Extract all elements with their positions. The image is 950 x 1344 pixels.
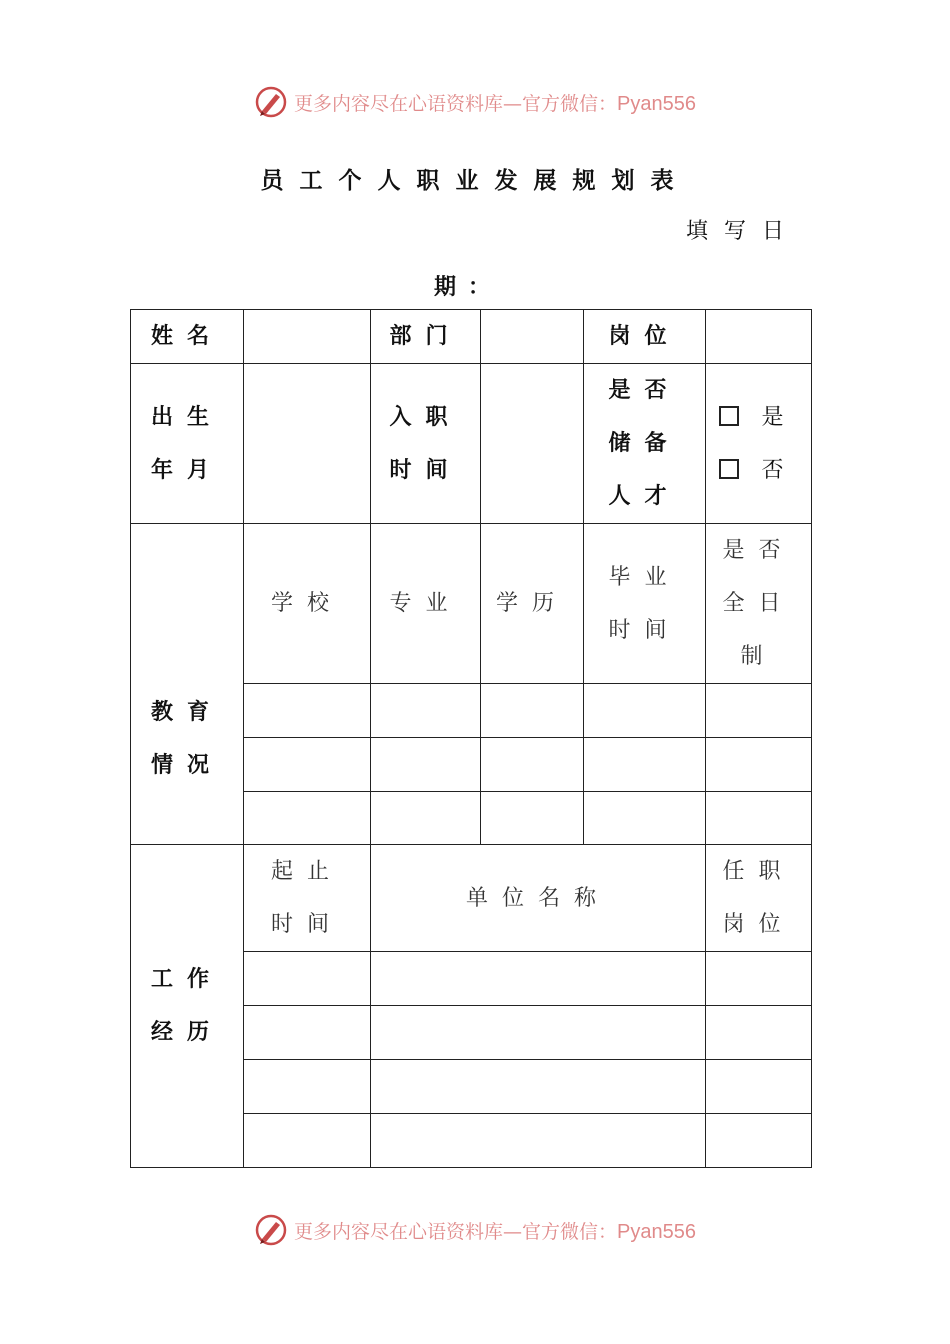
edu-cell[interactable] — [584, 792, 706, 845]
reserve-talent-label: 是否 储备 人才 — [584, 364, 706, 524]
edu-cell[interactable] — [244, 684, 371, 738]
reserve-yes-option[interactable]: 是 — [706, 391, 811, 444]
checkbox-yes[interactable] — [719, 406, 739, 426]
pen-logo-icon — [254, 1213, 288, 1247]
name-label: 姓名 — [131, 310, 244, 364]
work-cell[interactable] — [244, 1114, 371, 1168]
edu-cell[interactable] — [706, 792, 812, 845]
edu-cell[interactable] — [481, 792, 584, 845]
reserve-talent-options — [706, 364, 812, 524]
edu-cell[interactable] — [371, 792, 481, 845]
edu-cell[interactable] — [584, 684, 706, 738]
edu-degree-header: 学历 — [481, 524, 584, 684]
edu-grad-time-header: 毕业 时间 — [584, 524, 706, 684]
work-cell[interactable] — [371, 952, 706, 1006]
work-cell[interactable] — [244, 1006, 371, 1060]
work-cell[interactable] — [371, 1114, 706, 1168]
work-cell[interactable] — [244, 952, 371, 1006]
work-cell[interactable] — [371, 1006, 706, 1060]
department-label: 部门 — [371, 310, 481, 364]
work-cell[interactable] — [706, 1114, 812, 1168]
department-field[interactable] — [481, 310, 584, 364]
work-cell[interactable] — [706, 952, 812, 1006]
edu-fulltime-header: 是否 全日 制 — [706, 524, 812, 684]
edu-cell[interactable] — [481, 684, 584, 738]
hire-date-field[interactable] — [481, 364, 584, 524]
position-label: 岗位 — [584, 310, 706, 364]
edu-cell[interactable] — [244, 792, 371, 845]
work-cell[interactable] — [371, 1060, 706, 1114]
work-role-header: 任职 岗位 — [706, 845, 812, 952]
checkbox-no[interactable] — [719, 459, 739, 479]
work-cell[interactable] — [706, 1006, 812, 1060]
work-period-header: 起止 时间 — [244, 845, 371, 952]
edu-cell[interactable] — [371, 738, 481, 792]
edu-school-header: 学校 — [244, 524, 371, 684]
edu-cell[interactable] — [584, 738, 706, 792]
career-plan-form — [130, 309, 812, 1168]
position-field[interactable] — [706, 310, 812, 364]
edu-cell[interactable] — [706, 738, 812, 792]
edu-cell[interactable] — [244, 738, 371, 792]
birth-label: 出生 年月 — [131, 364, 244, 524]
fill-date-label: 填写日 — [686, 219, 801, 244]
fill-date-label-cont: 期： — [434, 274, 503, 300]
work-cell[interactable] — [706, 1060, 812, 1114]
edu-cell[interactable] — [481, 738, 584, 792]
watermark-text: 更多内容尽在心语资料库—官方微信：Pyan556 — [294, 92, 696, 115]
header-watermark — [0, 82, 950, 122]
footer-watermark — [0, 1210, 950, 1250]
hire-date-label: 入职 时间 — [371, 364, 481, 524]
page-title: 员工个人职业发展规划表 — [260, 167, 690, 194]
watermark-text: 更多内容尽在心语资料库—官方微信：Pyan556 — [294, 1220, 696, 1243]
edu-major-header: 专业 — [371, 524, 481, 684]
edu-cell[interactable] — [371, 684, 481, 738]
work-history-label: 工作 经历 — [131, 845, 244, 1168]
work-company-header: 单位名称 — [371, 845, 706, 952]
birth-field[interactable] — [244, 364, 371, 524]
reserve-no-option[interactable]: 否 — [706, 444, 811, 497]
edu-cell[interactable] — [706, 684, 812, 738]
pen-logo-icon — [254, 85, 288, 119]
work-cell[interactable] — [244, 1060, 371, 1114]
name-field[interactable] — [244, 310, 371, 364]
education-label: 教育 情况 — [131, 524, 244, 845]
